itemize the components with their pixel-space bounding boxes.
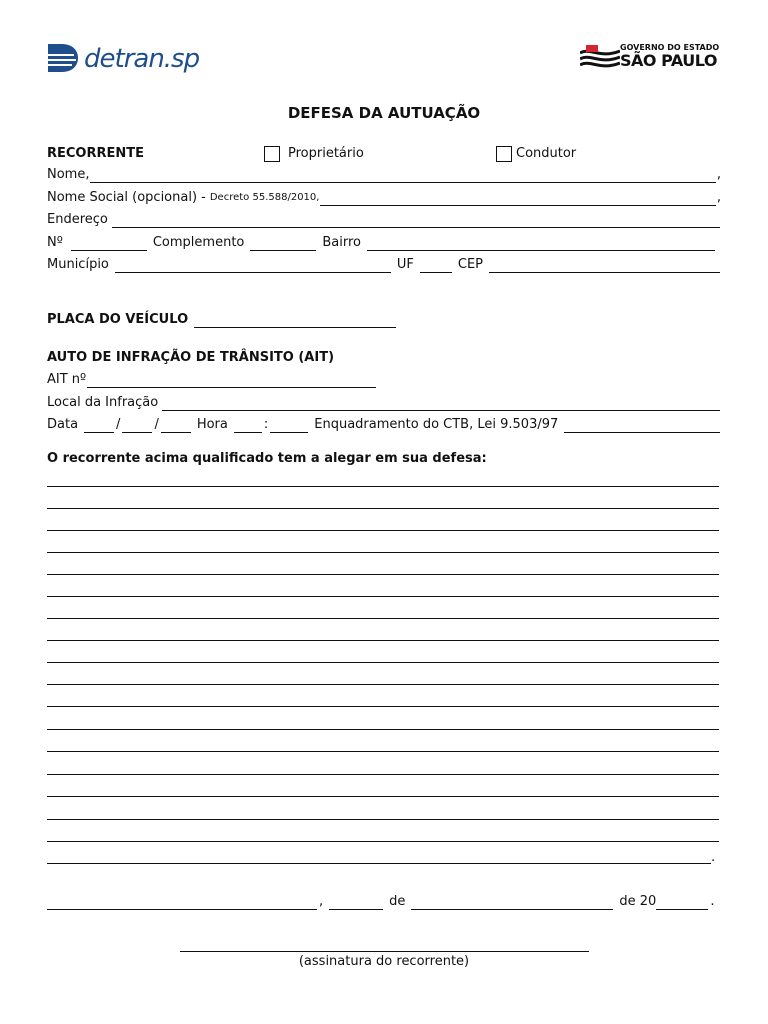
endereco-label: Endereço: [47, 212, 108, 227]
day-field[interactable]: [329, 896, 383, 910]
defesa-line: [47, 639, 719, 641]
ait-section-label: AUTO DE INFRAÇÃO DE TRÂNSITO (AIT): [47, 350, 335, 365]
defesa-line: [47, 773, 719, 775]
defesa-line: [47, 818, 719, 820]
date-comma: ,: [319, 894, 324, 909]
numero-row: [47, 235, 716, 251]
uf-field[interactable]: [420, 259, 452, 273]
ait-no-field[interactable]: [87, 374, 376, 388]
defesa-period: .: [711, 850, 716, 865]
month-field[interactable]: [411, 896, 613, 910]
decreto-note: Decreto 55.588/2010,: [209, 192, 320, 203]
hora-minute-field[interactable]: [270, 419, 308, 433]
placa-row: [47, 312, 397, 328]
local-row: [47, 395, 721, 411]
nome-label: Nome,: [47, 167, 90, 182]
detran-logo: [46, 42, 200, 78]
municipio-label: Município: [47, 257, 109, 272]
page-title: DEFESA DA AUTUAÇÃO: [287, 104, 481, 122]
de-label-2: de 20: [619, 894, 657, 909]
signature-caption: (assinatura do recorrente): [298, 954, 470, 969]
date-place-row: [47, 894, 716, 910]
bairro-field[interactable]: [367, 237, 715, 251]
defesa-line: [47, 617, 719, 619]
data-slash-1: /: [116, 417, 121, 432]
data-hora-row: [47, 417, 721, 433]
nome-field[interactable]: [90, 169, 715, 183]
nome-social-row: [47, 190, 721, 206]
nome-social-label: Nome Social (opcional) -: [47, 190, 206, 205]
defesa-line: [47, 573, 719, 575]
defesa-line: [47, 551, 719, 553]
endereco-row: [47, 212, 721, 228]
nome-comma: ,: [716, 167, 721, 182]
hora-hour-field[interactable]: [234, 419, 262, 433]
cep-field[interactable]: [489, 259, 720, 273]
hora-colon: :: [263, 417, 269, 432]
defesa-line: [47, 661, 719, 663]
condutor-checkbox[interactable]: [496, 146, 512, 162]
data-label: Data: [47, 417, 79, 432]
local-label: Local da Infração: [47, 395, 159, 410]
defesa-line: [47, 507, 719, 509]
de-label-1: de: [389, 894, 406, 909]
ait-no-label: AIT nº: [47, 372, 87, 387]
defesa-line: [47, 595, 719, 597]
defesa-line: [47, 795, 719, 797]
date-period: .: [710, 894, 715, 909]
defesa-line: [47, 705, 719, 707]
recorrente-label: RECORRENTE: [47, 146, 145, 161]
placa-label: PLACA DO VEÍCULO: [47, 312, 189, 327]
numero-label: Nº: [47, 235, 63, 250]
data-year-field[interactable]: [161, 419, 191, 433]
sao-paulo-government-logo: [580, 43, 720, 73]
numero-field[interactable]: [71, 237, 147, 251]
year-field[interactable]: [656, 896, 708, 910]
enquadramento-label: Enquadramento do CTB, Lei 9.503/97: [314, 417, 559, 432]
data-month-field[interactable]: [122, 419, 152, 433]
data-slash-2: /: [154, 417, 159, 432]
sao-paulo-flag-icon: [580, 45, 620, 71]
defesa-line: [47, 728, 719, 730]
defesa-prompt: O recorrente acima qualificado tem a alegar em sua defesa:: [47, 451, 487, 466]
defesa-line: [47, 683, 719, 685]
enquadramento-field[interactable]: [564, 419, 720, 433]
uf-label: UF: [396, 257, 414, 272]
nome-row: [47, 167, 721, 183]
gov-line2: SÃO PAULO: [620, 51, 717, 70]
complemento-label: Complemento: [152, 235, 245, 250]
data-day-field[interactable]: [84, 419, 114, 433]
defesa-line: [47, 529, 719, 531]
complemento-field[interactable]: [250, 237, 316, 251]
placa-field[interactable]: [194, 314, 396, 328]
defesa-line: [47, 485, 719, 487]
bairro-label: Bairro: [322, 235, 362, 250]
hora-label: Hora: [196, 417, 228, 432]
defesa-line: [47, 840, 719, 842]
municipio-field[interactable]: [115, 259, 391, 273]
nome-social-comma: ,: [716, 190, 721, 205]
nome-social-field[interactable]: [320, 192, 715, 206]
defesa-line: [47, 750, 719, 752]
gov-line1: GOVERNO DO ESTADO: [620, 43, 720, 52]
cep-label: CEP: [457, 257, 484, 272]
city-field[interactable]: [47, 896, 317, 910]
ait-no-row: [47, 372, 377, 388]
condutor-label: Condutor: [516, 146, 577, 161]
detran-logo-text: detran.sp: [84, 44, 200, 74]
proprietario-label: Proprietário: [288, 146, 364, 161]
proprietario-checkbox[interactable]: [264, 146, 280, 162]
municipio-row: [47, 257, 721, 273]
endereco-field[interactable]: [112, 214, 720, 228]
local-field[interactable]: [162, 397, 720, 411]
signature-line[interactable]: [180, 950, 589, 952]
detran-logo-mark-icon: [46, 42, 80, 74]
defesa-line: [47, 862, 711, 864]
